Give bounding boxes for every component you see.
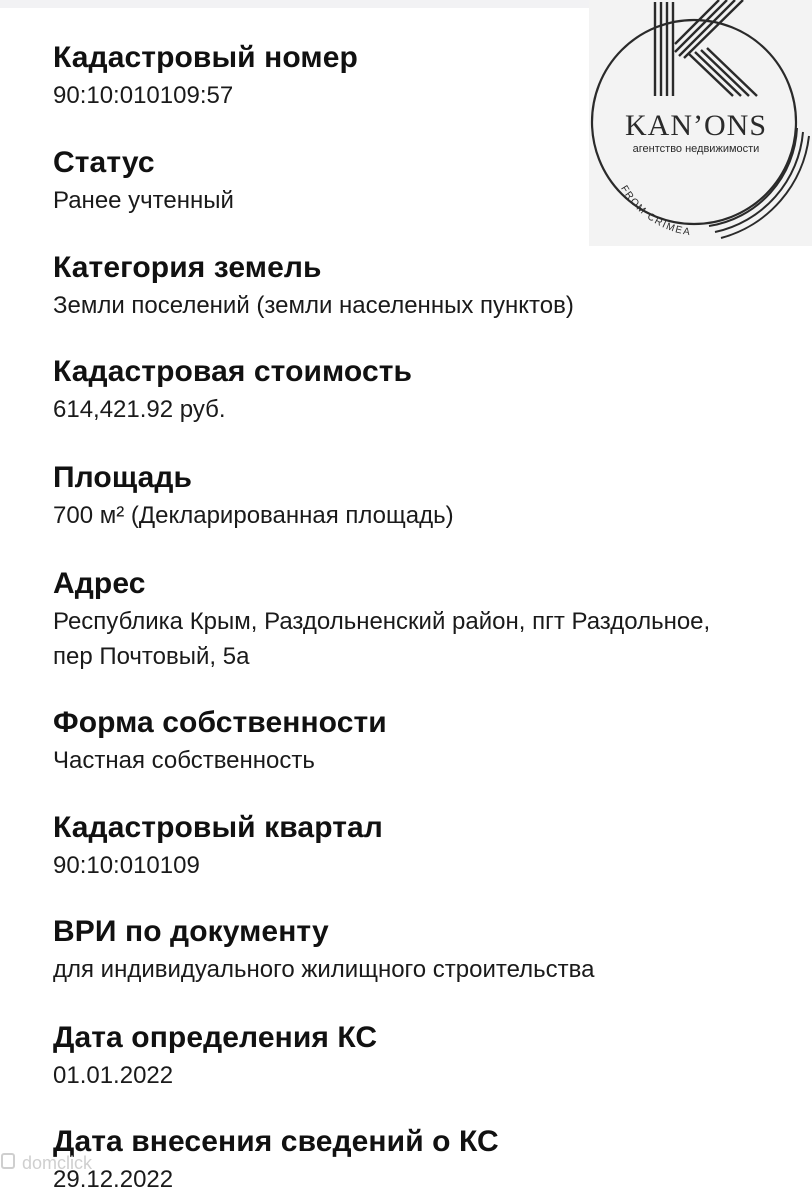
logo-tagline-text: агентство недвижимости xyxy=(632,143,760,155)
field-label: Кадастровая стоимость xyxy=(53,355,413,388)
field-cadastral-value xyxy=(53,352,793,427)
field-label: Адрес xyxy=(53,567,146,600)
field-label: Форма собственности xyxy=(53,706,387,739)
field-label: Дата внесения сведений о КС xyxy=(53,1125,499,1158)
field-label: Кадастровый номер xyxy=(53,41,358,74)
field-value: Частная собственность xyxy=(53,747,315,774)
field-label: ВРИ по документу xyxy=(53,915,329,948)
field-permitted-use xyxy=(53,912,793,987)
field-value: 700 м² (Декларированная площадь) xyxy=(53,502,454,529)
field-cadastral-quarter xyxy=(53,808,793,883)
field-land-category xyxy=(53,248,793,323)
field-value: 90:10:010109 xyxy=(53,852,200,879)
kanons-logo-icon xyxy=(589,0,812,246)
field-label: Площадь xyxy=(53,461,193,494)
field-label: Категория земель xyxy=(53,251,322,284)
field-address xyxy=(53,564,793,674)
field-value: 29.12.2022 xyxy=(53,1166,174,1193)
field-value: 90:10:010109:57 xyxy=(53,82,234,109)
field-value: 614,421.92 руб. xyxy=(53,396,226,423)
field-ownership-form xyxy=(53,703,793,778)
field-value: Земли поселений (земли населенных пунктов) xyxy=(53,292,574,319)
field-valuation-date xyxy=(53,1018,793,1093)
field-value: Республика Крым, Раздольненский район, пгт Раздольное, пер Почтовый, 5а xyxy=(53,608,711,670)
watermark-text: domclick xyxy=(22,1153,93,1173)
field-label: Дата определения КС xyxy=(53,1021,378,1054)
logo-brand-text: KAN’ONS xyxy=(625,109,767,142)
watermark-logo-icon xyxy=(0,1148,220,1178)
agency-logo xyxy=(589,0,812,246)
field-value: 01.01.2022 xyxy=(53,1062,174,1089)
field-value: Ранее учтенный xyxy=(53,187,234,214)
watermark xyxy=(0,1148,220,1178)
field-value: для индивидуального жилищного строительства xyxy=(53,956,595,983)
field-label: Статус xyxy=(53,146,155,179)
logo-arc-text: FROM CRIMEA xyxy=(618,183,693,239)
field-area xyxy=(53,458,793,533)
field-label: Кадастровый квартал xyxy=(53,811,383,844)
svg-text:FROM CRIMEA xyxy=(618,184,692,239)
